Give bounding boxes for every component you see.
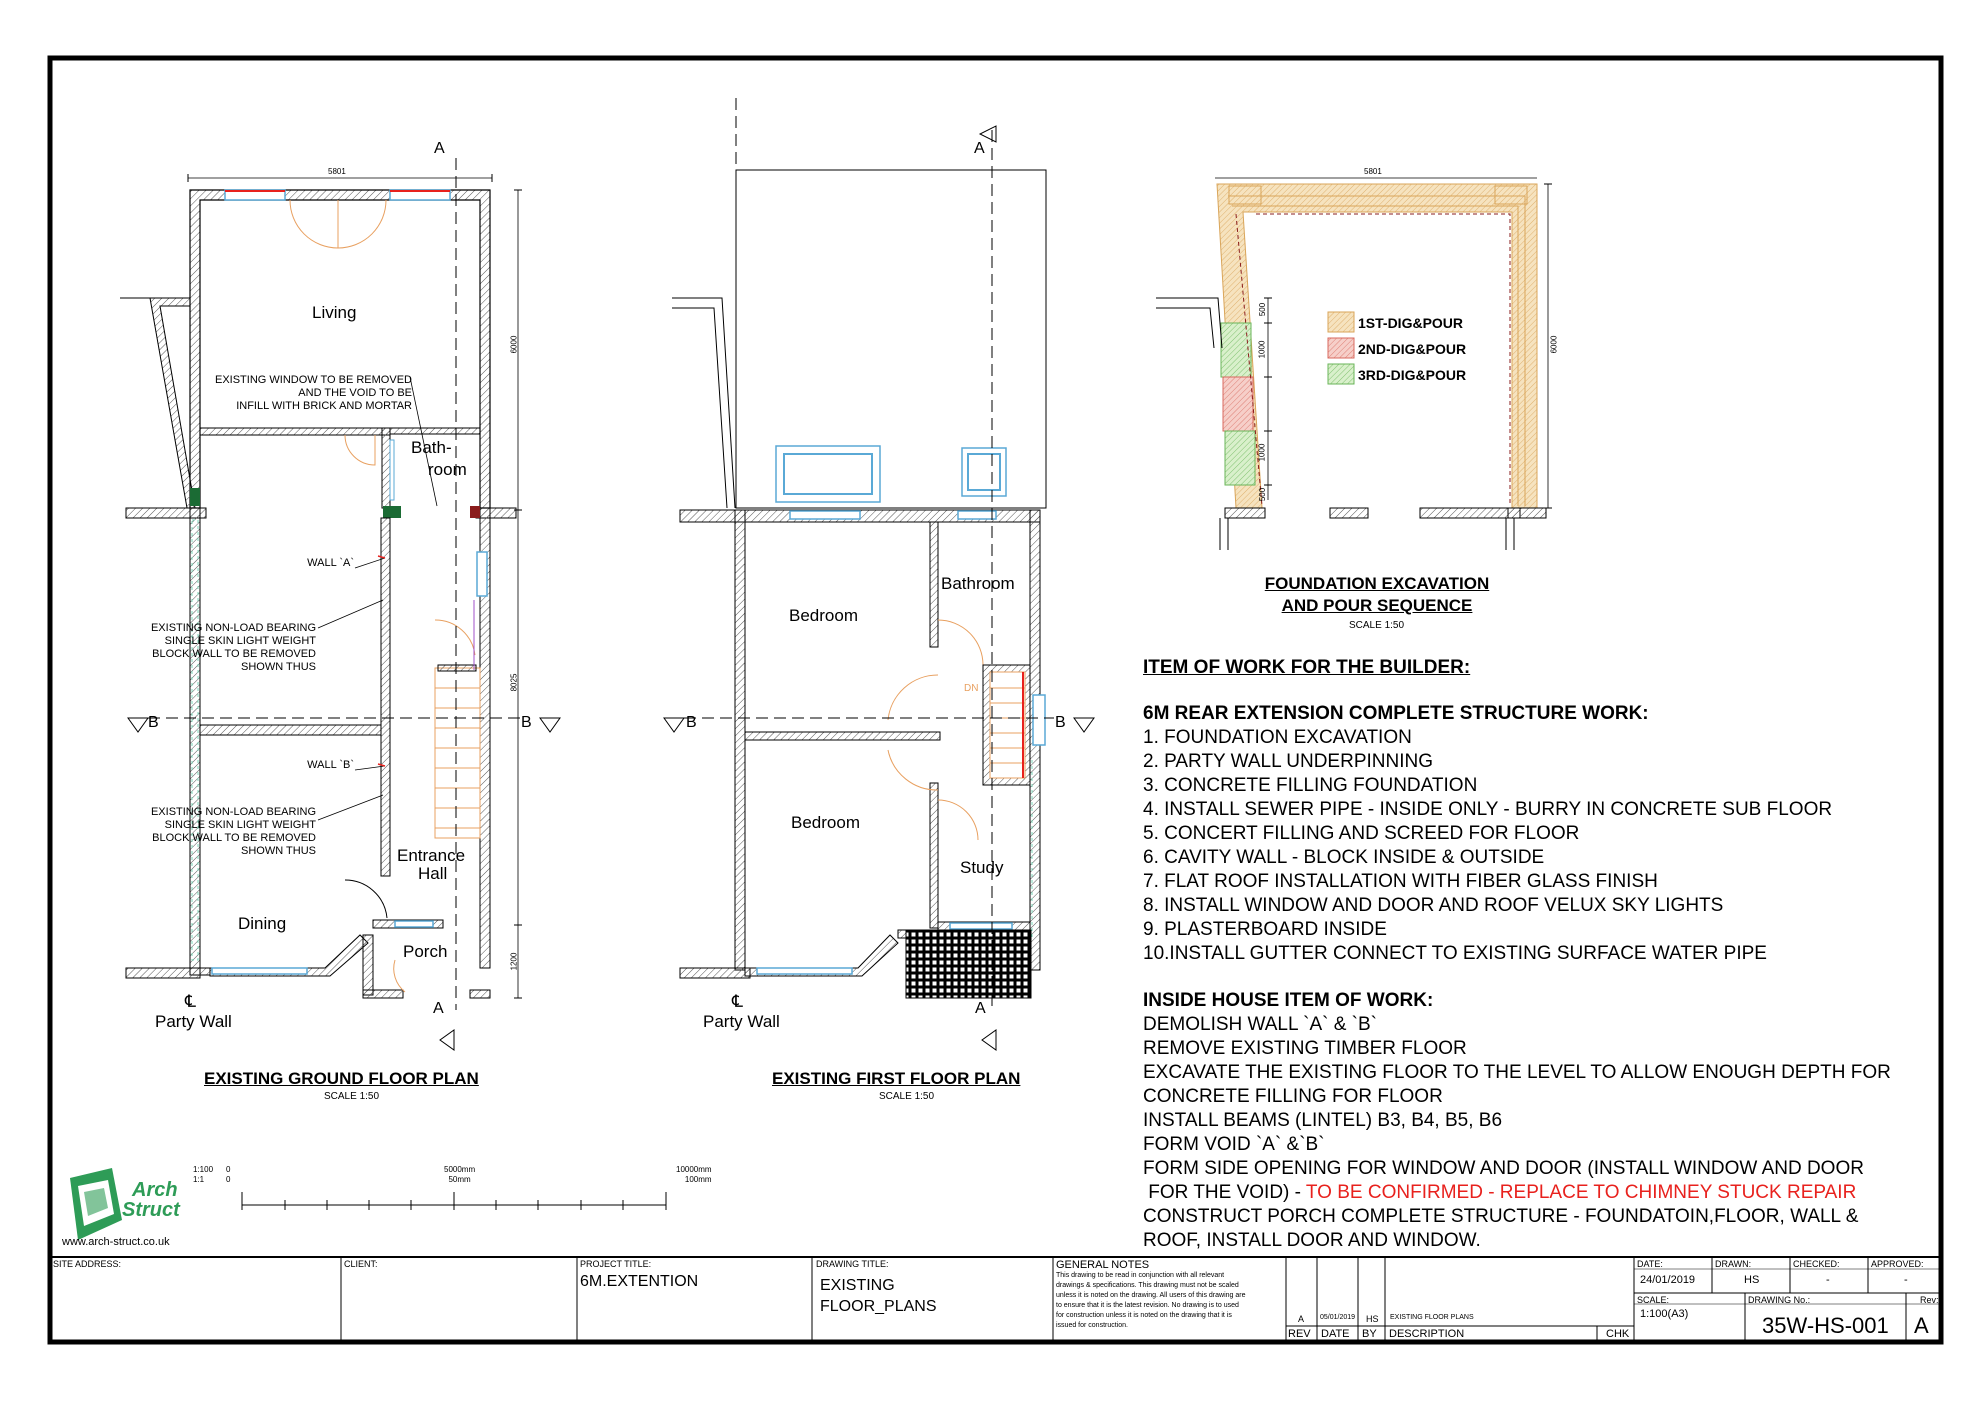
date-value: 24/01/2019 [1640,1274,1696,1286]
wall-a-note: WALL `A` [307,557,354,569]
description-header: DESCRIPTION [1389,1328,1465,1340]
date-header: DATE [1321,1328,1350,1340]
approved-label: APPROVED: [1871,1259,1924,1269]
work-list-item: 9. PLASTERBOARD INSIDE [1143,919,1387,940]
drawing-title-label: DRAWING TITLE: [816,1259,889,1269]
existing-window-note: EXISTING WINDOW TO BE REMOVED AND THE VOID TO BE INFILL WITH BRICK AND MORTAR [214,374,412,412]
logo-url[interactable]: www.arch-struct.co.uk [62,1236,170,1248]
foundation-dim-4: 500 [1258,487,1268,502]
scale-zero: 0 0 [226,1165,231,1184]
chk-header: CHK [1606,1328,1630,1340]
ground-rear-dimension: 6000 [509,335,519,354]
ground-floor-plan [120,158,560,1050]
room-label-bathroom-1: Bath- [411,438,452,457]
work-list-item: 4. INSTALL SEWER PIPE - INSIDE ONLY - BURRY IN CONCRETE SUB FLOOR [1143,799,1833,820]
room-label-dining: Dining [238,914,287,933]
drawing-number: 35W-HS-001 [1762,1313,1889,1338]
void-line: FOR THE VOID) - TO BE CONFIRMED - REPLACE TO CHIMNEY STUCK REPAIR [1143,1182,1857,1203]
stair-dn-label: DN [964,683,979,694]
work-list-item: 10.INSTALL GUTTER CONNECT TO EXISTING SURFACE WATER PIPE [1143,943,1767,964]
ground-plan-scale: SCALE 1:50 [324,1091,380,1102]
first-section-a-bottom: A [975,1000,986,1017]
work-list-item: 1. FOUNDATION EXCAVATION [1143,727,1412,748]
checked-value: - [1826,1274,1830,1286]
foundation-scale: SCALE 1:50 [1349,620,1405,631]
work-items-heading: ITEM OF WORK FOR THE BUILDER: [1143,657,1471,678]
scale-label: SCALE: [1637,1295,1670,1305]
drawn-label: DRAWN: [1715,1259,1752,1269]
ground-width-dimension: 5801 [328,167,346,176]
inside-list-item: REMOVE EXISTING TIMBER FLOOR [1143,1038,1467,1059]
first-floor-plan [664,98,1094,1050]
work-list-item: 7. FLAT ROOF INSTALLATION WITH FIBER GLASS FINISH [1143,871,1658,892]
work-list-item: 8. INSTALL WINDOW AND DOOR AND ROOF VELUX SKY LIGHTS [1143,895,1724,916]
drawing-title: EXISTING FLOOR_PLANS [820,1277,937,1315]
rev-value: A [1914,1313,1929,1338]
wall-b-note: WALL `B` [307,759,354,771]
inside-list-item: DEMOLISH WALL `A` & `B` [1143,1014,1378,1035]
work-list-item: 2. PARTY WALL UNDERPINNING [1143,751,1433,772]
project-title: 6M.EXTENTION [580,1273,699,1290]
foundation-depth-dimension: 6000 [1549,335,1559,354]
foundation-title: FOUNDATION EXCAVATION AND POUR SEQUENCE [1264,574,1490,615]
ground-section-a-top: A [434,140,445,157]
general-notes-text: This drawing to be read in conjunction with all relevant drawings & specifications. This drawing must not be scaled unless it is noted on the drawing. All users of this drawing are to ensure that it is the latest revision. No drawing is to used for construction unless it is noted on the drawing that it is issued for construction. [1056,1272,1246,1329]
ground-main-dimension: 8025 [509,673,519,692]
inside-list-item: INSTALL BEAMS (LINTEL) B3, B4, B5, B6 [1143,1110,1503,1131]
inside-work-heading: INSIDE HOUSE ITEM OF WORK: [1143,990,1434,1011]
inside-list-item: CONSTRUCT PORCH COMPLETE STRUCTURE - FOUNDATOIN,FLOOR, WALL & [1143,1206,1859,1227]
inside-list-item: CONCRETE FILLING FOR FLOOR [1143,1086,1443,1107]
room-label-bedroom-front: Bedroom [791,813,860,832]
site-address-label: SITE ADDRESS: [53,1259,122,1269]
logo-wordmark: Arch Struct [122,1179,180,1221]
first-section-a-top: A [974,140,985,157]
inside-list-item: EXCAVATE THE EXISTING FLOOR TO THE LEVEL TO ALLOW ENOUGH DEPTH FOR [1143,1062,1891,1083]
room-label-bathroom-2: room [428,460,467,479]
rev-header: REV [1288,1328,1311,1340]
work-list-item: 3. CONCRETE FILLING FOUNDATION [1143,775,1478,796]
scale-value: 1:100(A3) [1640,1308,1689,1320]
foundation-dim-1: 500 [1258,302,1268,317]
client-label: CLIENT: [344,1259,378,1269]
rev-row-date: 05/01/2019 [1320,1314,1356,1321]
ground-centerline-symbol: ℄ [185,992,196,1011]
scale-end: 10000mm 100mm [676,1165,712,1184]
scale-bar [242,1192,666,1210]
ground-section-a-bottom: A [433,1000,444,1017]
work-list-item: 5. CONCERT FILLING AND SCREED FOR FLOOR [1143,823,1580,844]
scale-mid: 5000mm 50mm [444,1165,476,1184]
foundation-plan [1156,178,1552,550]
ground-section-b-left: B [148,714,159,731]
ground-section-b-right: B [521,714,532,731]
general-notes-label: GENERAL NOTES [1056,1259,1150,1271]
inside-list-item: FORM VOID `A` &`B` [1143,1134,1325,1155]
room-label-living: Living [312,303,357,322]
drawing-no-label: DRAWING No.: [1748,1295,1811,1305]
room-label-porch: Porch [403,942,448,961]
rev-row-by: HS [1366,1314,1379,1324]
legend-3rd-dig-pour: 3RD-DIG&POUR [1358,367,1467,383]
foundation-dim-2: 1000 [1257,340,1267,359]
first-party-wall-label: Party Wall [703,1012,780,1031]
ground-plan-title: EXISTING GROUND FLOOR PLAN [204,1069,479,1088]
rev-row-description: EXISTING FLOOR PLANS [1390,1314,1474,1321]
to-be-confirmed-note: TO BE CONFIRMED - REPLACE TO CHIMNEY STUCK REPAIR [1305,1182,1857,1203]
first-section-b-left: B [686,714,697,731]
legend-1st-dig-pour: 1ST-DIG&POUR [1358,315,1464,331]
inside-list-item: ROOF, INSTALL DOOR AND WINDOW. [1143,1230,1481,1251]
first-plan-title: EXISTING FIRST FLOOR PLAN [772,1069,1021,1088]
project-title-label: PROJECT TITLE: [580,1259,652,1269]
approved-value: - [1904,1274,1908,1286]
extension-work-heading: 6M REAR EXTENSION COMPLETE STRUCTURE WORK: [1143,703,1649,724]
drawn-value: HS [1744,1274,1760,1286]
foundation-width-dimension: 5801 [1364,167,1382,176]
first-centerline-symbol: ℄ [732,992,743,1011]
foundation-dim-3: 1000 [1257,443,1267,462]
room-label-study: Study [960,858,1004,877]
ground-porch-dimension: 1200 [509,952,519,971]
non-load-bearing-note-1: EXISTING NON-LOAD BEARING SINGLE SKIN LIGHT WEIGHT BLOCK WALL TO BE REMOVED SHOWN THUS [150,622,316,673]
room-label-entrance-1: Entrance [397,846,466,865]
ground-party-wall-label: Party Wall [155,1012,232,1031]
checked-label: CHECKED: [1793,1259,1840,1269]
legend-2nd-dig-pour: 2ND-DIG&POUR [1358,341,1467,357]
room-label-bathroom: Bathroom [941,574,1015,593]
non-load-bearing-note-2: EXISTING NON-LOAD BEARING SINGLE SKIN LIGHT WEIGHT BLOCK WALL TO BE REMOVED SHOWN THUS [150,806,316,857]
date-label: DATE: [1637,1259,1663,1269]
first-section-b-right: B [1055,714,1066,731]
inside-list-item: FORM SIDE OPENING FOR WINDOW AND DOOR (INSTALL WINDOW AND DOOR [1143,1158,1864,1179]
room-label-entrance-2: Hall [418,864,448,883]
arch-struct-logo [70,1168,122,1240]
first-plan-scale: SCALE 1:50 [879,1091,935,1102]
by-header: BY [1362,1328,1377,1340]
scale-ratio: 1:100 1:1 [193,1165,214,1184]
room-label-bedroom-rear: Bedroom [789,606,858,625]
rev-label: Rev: [1920,1295,1939,1305]
work-items-text [1143,656,1963,1253]
rev-row-rev: A [1298,1314,1305,1324]
work-list-item: 6. CAVITY WALL - BLOCK INSIDE & OUTSIDE [1143,847,1545,868]
